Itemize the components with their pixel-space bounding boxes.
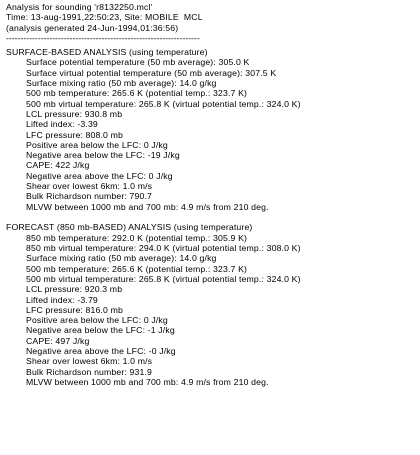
surface-line: Lifted index: -3.39 [26,119,98,130]
surface-line: Positive area below the LFC: 0 J/kg [26,139,168,150]
forecast-line: Negative area below the LFC: -1 J/kg [26,325,175,336]
forecast-line: Shear over lowest 6km: 1.0 m/s [26,356,153,367]
surface-analysis-section [6,47,416,212]
surface-line: Bulk Richardson number: 790.7 [26,191,153,202]
surface-line: Shear over lowest 6km: 1.0 m/s [26,181,153,192]
surface-line: 500 mb temperature: 265.6 K (potential temp.: 323.7 K) [26,88,248,99]
forecast-analysis-section [6,222,416,387]
surface-line: MLVW between 1000 mb and 700 mb: 4.9 m/s from 210 deg. [26,201,269,212]
surface-line: Surface virtual potential temperature (50 mb average): 307.5 K [26,67,277,78]
surface-line: Negative area below the LFC: -19 J/kg [26,150,180,161]
forecast-line: LCL pressure: 920.3 mb [26,284,123,295]
surface-line: Surface potential temperature (50 mb average): 305.0 K [26,57,250,68]
forecast-line: CAPE: 497 J/kg [26,335,90,346]
sounding-analysis-report [6,2,416,387]
report-divider: ------------------------------------------------------------------- [6,32,200,43]
surface-line: LFC pressure: 808.0 mb [26,129,123,140]
forecast-line: Surface mixing ratio (50 mb average): 14.0 g/kg [26,253,217,264]
surface-line: Negative area above the LFC: 0 J/kg [26,170,173,181]
forecast-line: 500 mb temperature: 265.6 K (potential temp.: 323.7 K) [26,263,248,274]
surface-line: LCL pressure: 930.8 mb [26,108,123,119]
surface-line: CAPE: 422 J/kg [26,160,90,171]
forecast-line: 850 mb temperature: 292.0 K (potential temp.: 305.9 K) [26,232,248,243]
forecast-line: Positive area below the LFC: 0 J/kg [26,315,168,326]
forecast-line: Bulk Richardson number: 931.9 [26,366,153,377]
forecast-line: 500 mb virtual temperature: 265.8 K (virtual potential temp.: 324.0 K) [26,273,301,284]
forecast-line: Negative area above the LFC: -0 J/kg [26,346,176,356]
forecast-line: 850 mb virtual temperature: 294.0 K (virtual potential temp.: 308.0 K) [26,243,301,254]
forecast-line: MLVW between 1000 mb and 700 mb: 4.9 m/s from 210 deg. [26,376,269,387]
report-generated: (analysis generated 24-Jun-1994,01:36:56) [6,22,179,33]
surface-line: Surface mixing ratio (50 mb average): 14.0 g/kg [26,78,217,89]
report-title: Analysis for sounding 'r8132250.mcl' [6,2,153,12]
surface-line: 500 mb virtual temperature: 265.8 K (virtual potential temp.: 324.0 K) [26,98,301,109]
report-time-site: Time: 13-aug-1991,22:50:23, Site: MOBILE MCL [6,12,203,23]
forecast-line: Lifted index: -3.79 [26,294,98,305]
forecast-line: LFC pressure: 816.0 mb [26,304,123,315]
forecast-analysis-heading: FORECAST (850 mb-BASED) ANALYSIS (using temperature) [6,222,253,233]
surface-analysis-heading: SURFACE-BASED ANALYSIS (using temperature) [6,47,208,58]
